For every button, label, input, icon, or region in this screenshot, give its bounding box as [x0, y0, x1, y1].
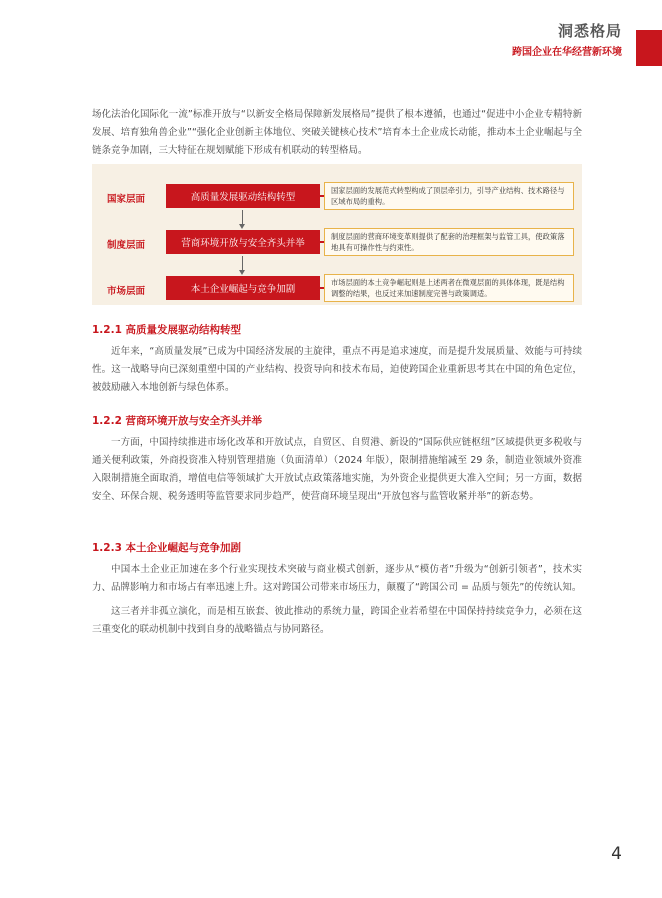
diagram-theme-institutional: 营商环境开放与安全齐头并举	[166, 230, 320, 254]
diagram-level-market: 市场层面	[106, 286, 145, 297]
diagram-desc-national: 国家层面的发展范式转型构成了顶层牵引力，引导产业结构、技术路径与区域布局的重构。	[324, 182, 574, 210]
diagram-theme-national: 高质量发展驱动结构转型	[166, 184, 320, 208]
diagram-desc-institutional: 制度层面的营商环境变革则提供了配套的治理框架与监管工具，使政策落地具有可操作性与约束性。	[324, 228, 574, 256]
section-paragraph: 这三者并非孤立演化，而是相互嵌套、彼此推动的系统力量，跨国企业若希望在中国保持持续竞争力，必须在这三重变化的联动机制中找到自身的战略锚点与协同路径。	[92, 606, 582, 635]
down-arrow-icon	[242, 256, 243, 271]
diagram-desc-market: 市场层面的本土竞争崛起则是上述两者在微观层面的具体体现，既是结构调整的结果，也反过来加速制度完善与政策调适。	[324, 274, 574, 302]
down-arrow-icon	[242, 210, 243, 225]
section-paragraph: 近年来，“高质量发展”已成为中国经济发展的主旋律，重点不再是追求速度，而是提升发展质量、效能与可持续性。这一战略导向已深刻重塑中国的产业结构、投资导向和技术布局，迫使跨国企业重新思考其在中国的角色定位，被鼓励融入本地创新与绿色体系。	[92, 346, 582, 393]
page-number: 4	[611, 844, 622, 864]
diagram-level-institutional: 制度层面	[106, 240, 145, 251]
section-heading: 1.2.1 高质量发展驱动结构转型	[92, 324, 242, 336]
section-paragraph: 中国本土企业正加速在多个行业实现技术突破与商业模式创新，逐步从“模仿者”升级为“创新引领者”，技术实力、品牌影响力和市场占有率迅速上升。这对跨国公司带来市场压力，颠覆了“跨国公司 = 品质与领先”的传统认知。	[92, 564, 582, 593]
three-level-diagram	[92, 164, 582, 305]
header-title: 洞悉格局	[557, 22, 622, 40]
section-heading: 1.2.2 营商环境开放与安全齐头并举	[92, 415, 263, 427]
diagram-level-national: 国家层面	[106, 194, 145, 205]
intro-paragraph: 场化法治化国际化一流”标准开放与“以新安全格局保障新发展格局”提供了根本遵循，也通过“促进中小企业专精特新发展、培育独角兽企业”“强化企业创新主体地位、突破关键核心技术”培育本土企业成长动能，推动本土企业崛起与全链条竞争加剧，三大特征在规划赋能下形成有机联动的转型格局。	[92, 109, 582, 156]
diagram-theme-market: 本土企业崛起与竞争加剧	[166, 276, 320, 300]
section-heading: 1.2.3 本土企业崛起与竞争加剧	[92, 542, 242, 554]
header-accent-block	[636, 30, 662, 66]
header-subtitle: 跨国企业在华经营新环境	[512, 47, 622, 58]
section-paragraph: 一方面，中国持续推进市场化改革和开放试点，自贸区、自贸港、新设的“国际供应链枢纽”区域提供更多税收与通关便利政策，外商投资准入特别管理措施（负面清单）（2024 年版），限制措施缩减至 29 条，制造业领域外资准入限制措施全面取消，增值电信等领域扩大开放试点政策落地实施，为外资企业提供更大准入空间；另一方面，数据安全、环保合规、税务透明等监管要求同步趋严，使营商环境呈现出“开放包容与监管收紧并举”的新态势。	[92, 437, 582, 502]
